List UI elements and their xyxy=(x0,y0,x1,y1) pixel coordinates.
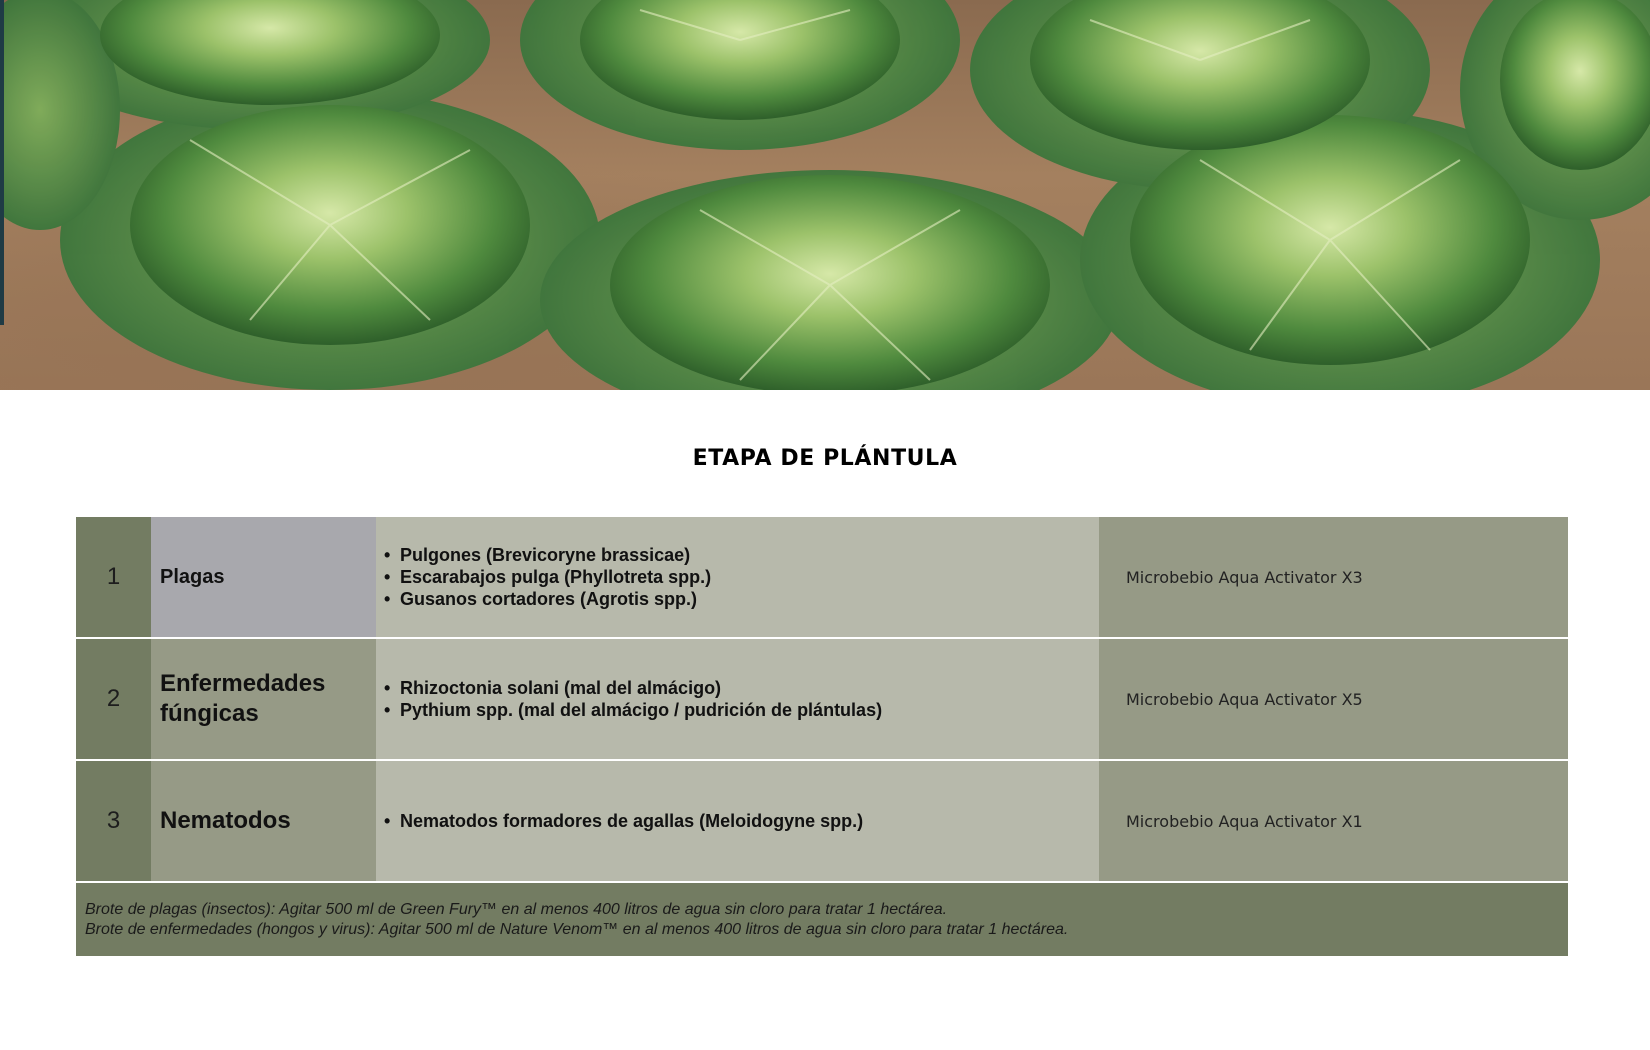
list-item: • Rhizoctonia solani (mal del almácigo) xyxy=(384,677,882,699)
note-line: Brote de enfermedades (hongos y virus): Agitar 500 ml de Nature Venom™ en al menos 400 litros de agua sin cloro para tratar 1 hectárea. xyxy=(85,921,1069,938)
stage-table xyxy=(76,517,1568,956)
row-product: Microbebio Aqua Activator X5 xyxy=(1099,639,1568,759)
note-line: Brote de plagas (insectos): Agitar 500 ml de Green Fury™ en al menos 400 litros de agua sin cloro para tratar 1 hectárea. xyxy=(85,901,948,918)
row-category: Plagas xyxy=(151,517,376,637)
table-row xyxy=(76,639,1568,761)
list-item: • Pythium spp. (mal del almácigo / pudrición de plántulas) xyxy=(384,699,882,721)
row-items xyxy=(376,761,1099,881)
table-row xyxy=(76,517,1568,639)
photo-edge-strip xyxy=(0,0,4,325)
row-category: Enfermedades fúngicas xyxy=(151,639,376,759)
hero-photo xyxy=(0,0,1650,390)
row-number: 2 xyxy=(76,639,151,759)
table-row xyxy=(76,761,1568,883)
row-category: Nematodos xyxy=(151,761,376,881)
row-product: Microbebio Aqua Activator X1 xyxy=(1099,761,1568,881)
page-title: ETAPA DE PLÁNTULA xyxy=(692,446,958,471)
row-number: 1 xyxy=(76,517,151,637)
list-item: • Pulgones (Brevicoryne brassicae) xyxy=(384,544,711,566)
list-item: • Escarabajos pulga (Phyllotreta spp.) xyxy=(384,566,711,588)
application-notes xyxy=(76,883,1568,956)
row-number: 3 xyxy=(76,761,151,881)
row-items xyxy=(376,517,1099,637)
row-items xyxy=(376,639,1099,759)
row-product: Microbebio Aqua Activator X3 xyxy=(1099,517,1568,637)
list-item: • Nematodos formadores de agallas (Meloidogyne spp.) xyxy=(384,810,863,832)
list-item: • Gusanos cortadores (Agrotis spp.) xyxy=(384,588,711,610)
cabbage-illustration xyxy=(0,0,1650,390)
